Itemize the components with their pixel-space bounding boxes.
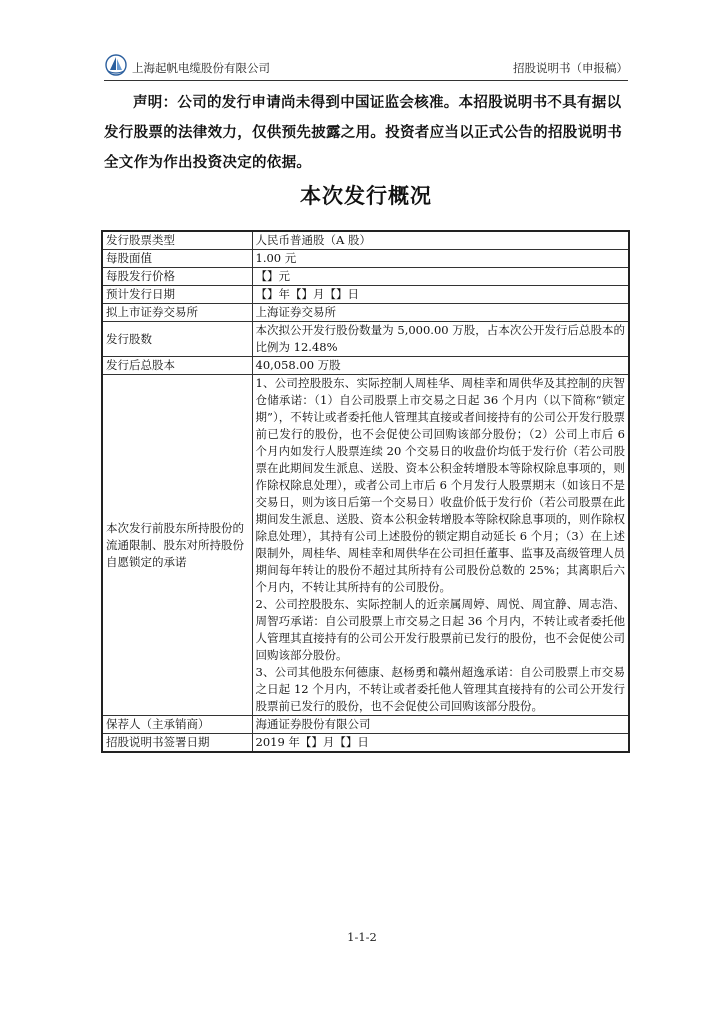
issuance-overview-table bbox=[101, 230, 630, 753]
row-value: 海通证券股份有限公司 bbox=[252, 716, 629, 734]
row-label: 发行后总股本 bbox=[102, 357, 252, 375]
row-value: 1.00 元 bbox=[252, 250, 629, 268]
lockup-paragraph: 3、公司其他股东何德康、赵杨勇和赣州超逸承诺：自公司股票上市交易之日起 12 个月内，不转让或者委托他人管理其直接持有的公司公开发行股票前已发行的股份，也不会促使公司回购该部分股份。 bbox=[255, 665, 625, 713]
row-value: 【】元 bbox=[252, 268, 629, 286]
lockup-paragraph: 1、公司控股股东、实际控制人周桂华、周桂幸和周供华及其控制的庆智仓储承诺：（1）自公司股票上市交易之日起 36 个月内（以下简称“锁定期”），不转让或者委托他人管理其直接或者间接持有的公司公开发行股票前已发行的股份，也不会促使公司回购该部分股份；（2）公司上市后 6 个月内如发行人股票连续 20 个交易日的收盘价均低于发行价（若公司股票在此期间发生派息、送股、资本公积金转增股本等除权除息事项的，则作除权除息处理），或者公司上市后 6 个月发行人股票期末（如该日不是交易日，则为该日后第一个交易日）收盘价低于发行价（若公司股票在此期间发生派息、送股、资本公积金转增股本等除权除息事项的，则作除权除息处理），其持有公司上述股份的锁定期自动延长 6 个月；（3）在上述限制外，周桂华、周桂幸和周供华在公司担任董事、监事及高级管理人员期间每年转让的股份不超过其所持有公司股份总数的 25%；其离职后六个月内，不转让其所持有的公司股份。 bbox=[255, 376, 625, 594]
page-number: 1-1-2 bbox=[347, 930, 377, 944]
document-type: 招股说明书（申报稿） bbox=[513, 61, 628, 75]
row-value: 人民币普通股（A 股） bbox=[252, 231, 629, 250]
row-label: 发行股数 bbox=[102, 322, 252, 357]
row-label: 拟上市证券交易所 bbox=[102, 304, 252, 322]
table-row bbox=[102, 250, 629, 268]
row-label: 预计发行日期 bbox=[102, 286, 252, 304]
lockup-commitments bbox=[252, 375, 629, 716]
row-value: 2019 年【】月【】日 bbox=[252, 734, 629, 753]
row-value: 上海证券交易所 bbox=[252, 304, 629, 322]
table-row bbox=[102, 231, 629, 250]
row-label: 每股面值 bbox=[102, 250, 252, 268]
page-header bbox=[104, 54, 628, 81]
row-value: 【】年【】月【】日 bbox=[252, 286, 629, 304]
table-row bbox=[102, 268, 629, 286]
row-value: 40,058.00 万股 bbox=[252, 357, 629, 375]
company-logo-icon bbox=[104, 54, 130, 76]
table-row bbox=[102, 734, 629, 753]
row-label: 保荐人（主承销商） bbox=[102, 716, 252, 734]
table-row bbox=[102, 286, 629, 304]
table-row bbox=[102, 357, 629, 375]
table-row bbox=[102, 304, 629, 322]
row-value: 本次拟公开发行股份数量为 5,000.00 万股，占本次公开发行后总股本的比例为 12.48% bbox=[252, 322, 629, 357]
disclaimer-statement: 声明：公司的发行申请尚未得到中国证监会核准。本招股说明书不具有据以发行股票的法律效力，仅供预先披露之用。投资者应当以正式公告的招股说明书全文作为作出投资决定的依据。 bbox=[104, 95, 622, 171]
page-title: 本次发行概况 bbox=[300, 184, 432, 208]
row-label: 招股说明书签署日期 bbox=[102, 734, 252, 753]
row-label: 本次发行前股东所持股份的流通限制、股东对所持股份自愿锁定的承诺 bbox=[102, 375, 252, 716]
company-name: 上海起帆电缆股份有限公司 bbox=[132, 61, 270, 75]
table-row bbox=[102, 716, 629, 734]
table-row bbox=[102, 322, 629, 357]
row-label: 发行股票类型 bbox=[102, 231, 252, 250]
lockup-paragraph: 2、公司控股股东、实际控制人的近亲属周婷、周悦、周宜静、周志浩、周智巧承诺：自公司股票上市交易之日起 36 个月内，不转让或者委托他人管理其直接持有的公司公开发行股票前已发行的股份，也不会促使公司回购该部分股份。 bbox=[255, 597, 625, 662]
table-row-lockup bbox=[102, 375, 629, 716]
row-label: 每股发行价格 bbox=[102, 268, 252, 286]
